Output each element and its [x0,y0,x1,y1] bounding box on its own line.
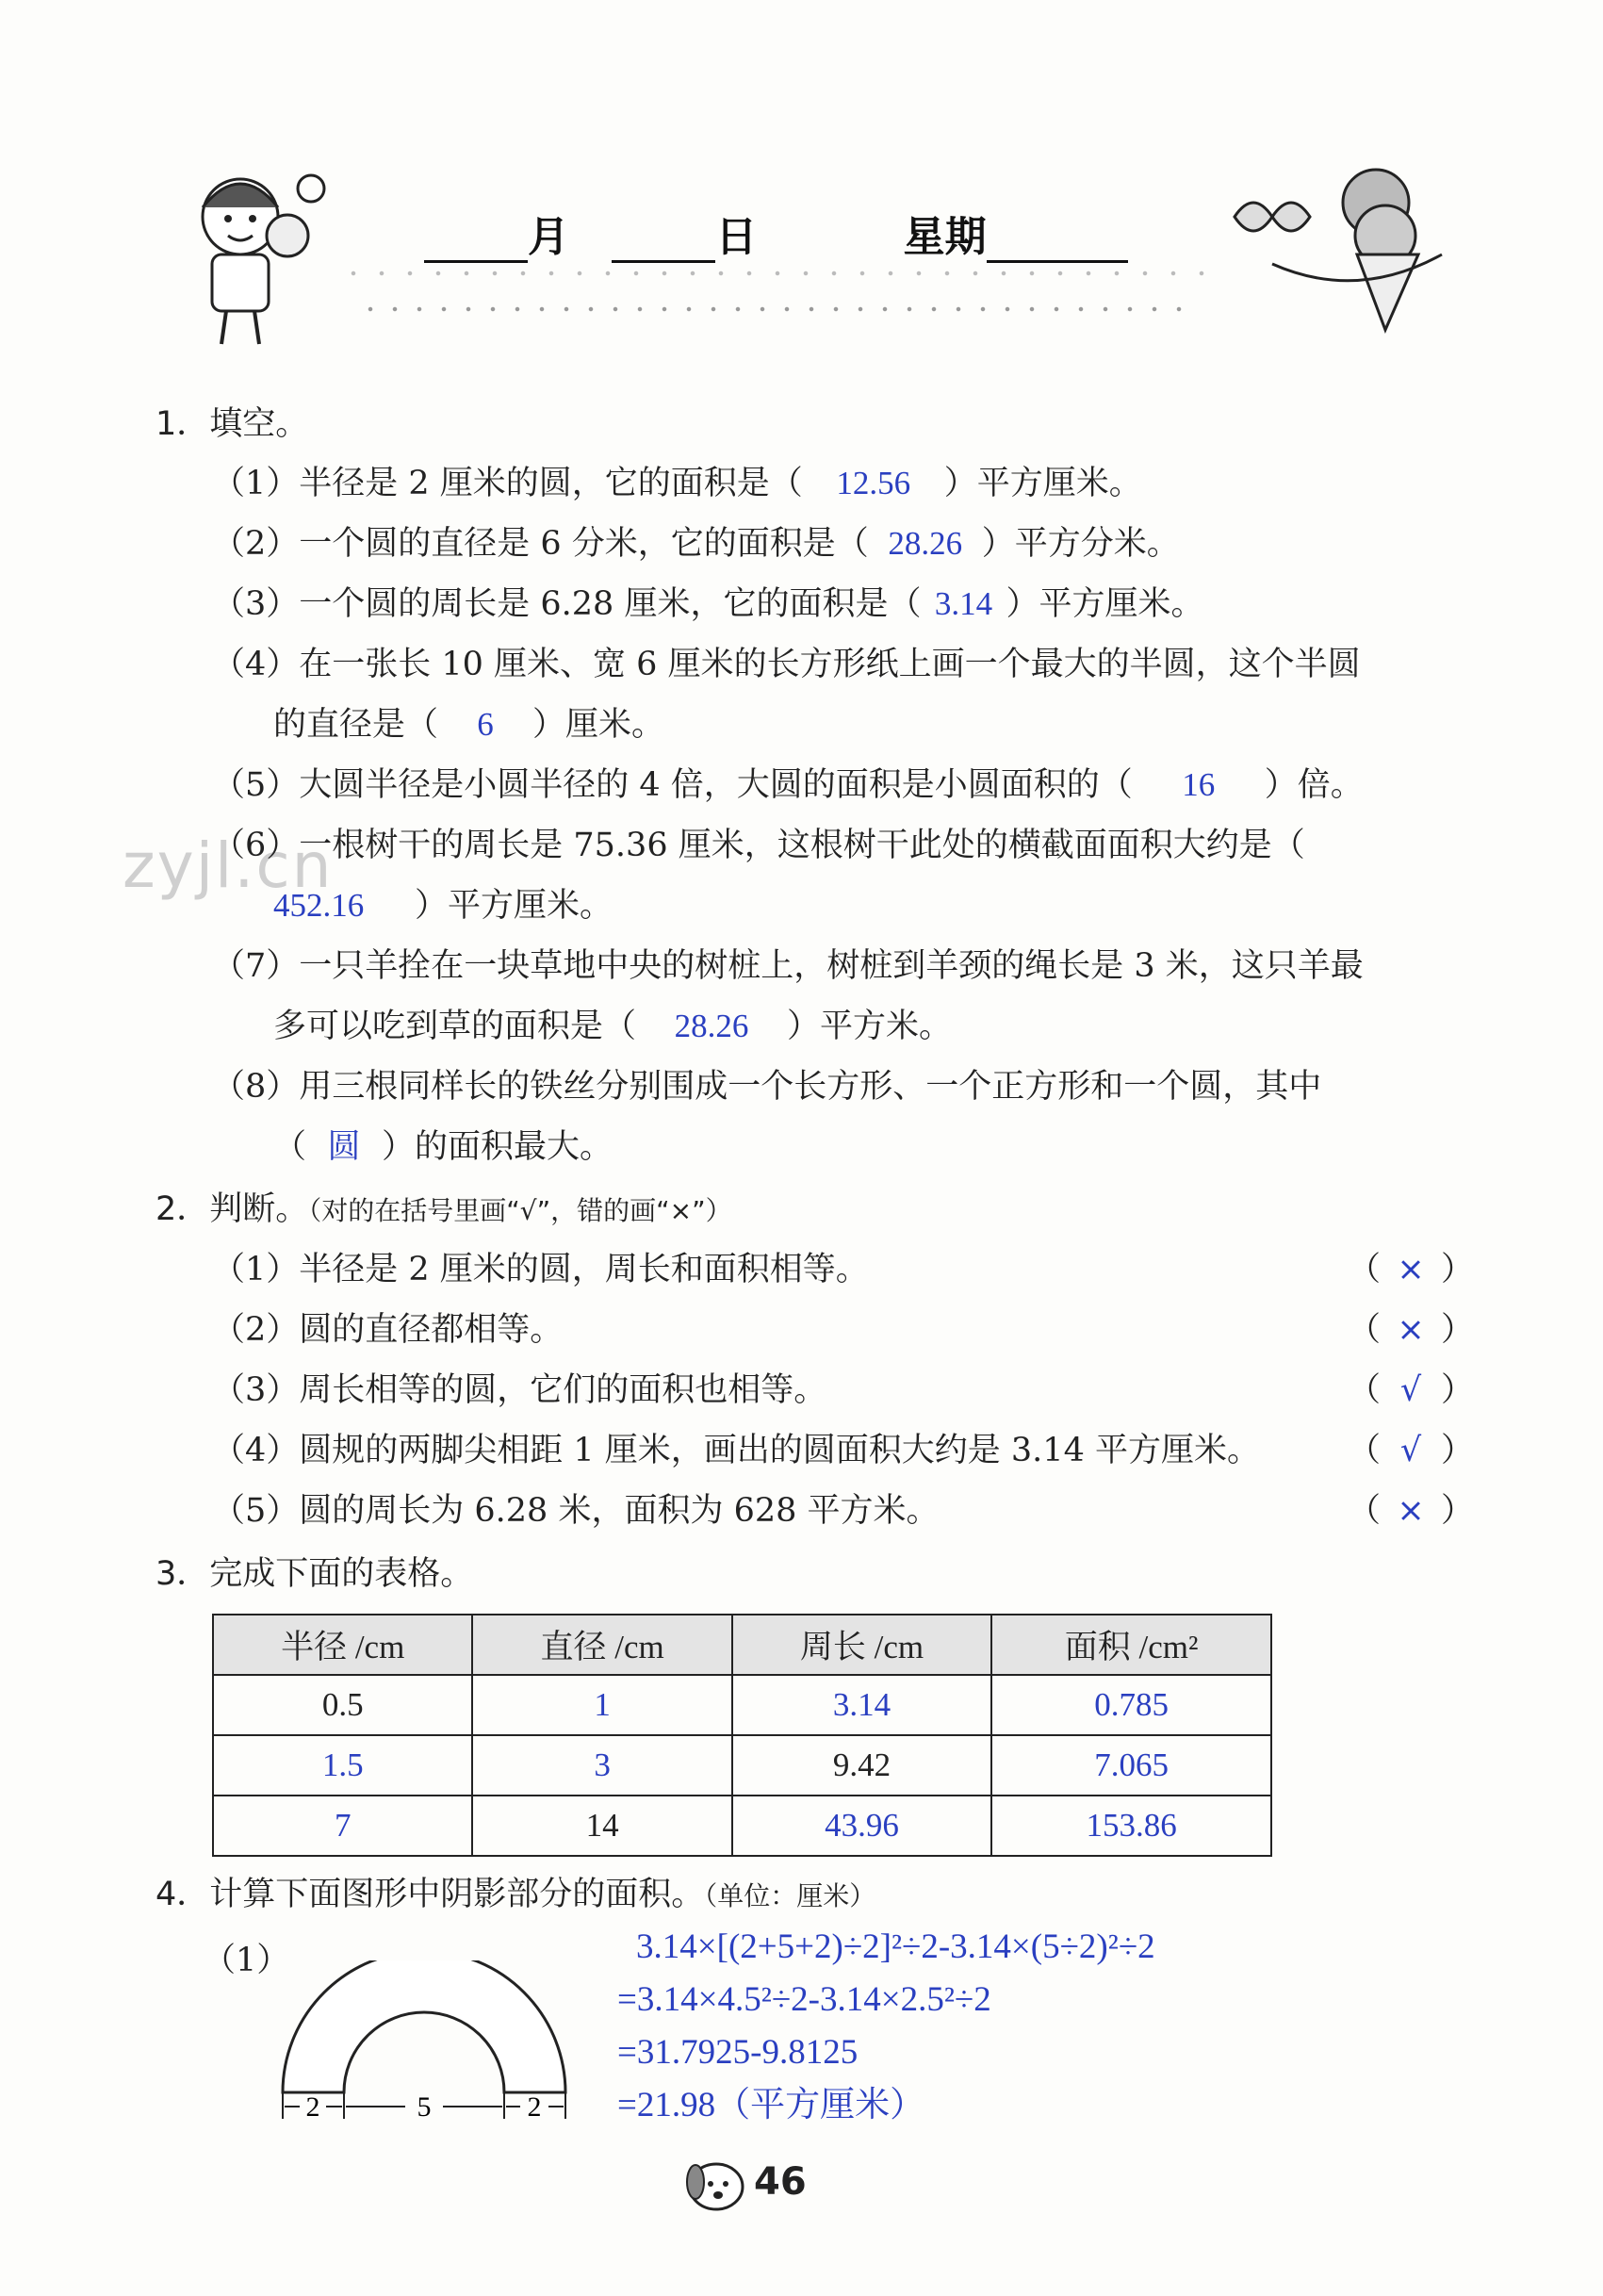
q1-item-8-cont: （ 圆 ）的面积最大。 [273,1123,613,1171]
table-header-row [213,1615,1271,1675]
table-cell-answer: 1.5 [213,1735,472,1796]
label-left-width: 2 [305,2091,320,2121]
q4-sub-label: （1） [203,1942,290,1979]
semi-annulus-figure [264,1960,584,2121]
table-cell-answer: 7.065 [991,1735,1271,1796]
day-label: 日 [715,213,758,261]
table-cell: 14 [472,1796,731,1856]
ice-cream-icon [1216,151,1461,339]
table-row [213,1735,1271,1796]
q4-title: 4．计算下面图形中阴影部分的面积。（单位：厘米） [155,1876,876,1913]
circle-table [212,1614,1272,1857]
q1-item-5: （5）大圆半径是小圆半径的 4 倍，大圆的面积是小圆面积的（ 16 ）倍。 [212,762,1364,809]
answer-5: 16 [1182,766,1216,803]
cartoon-kid-icon [170,160,339,349]
table-row [213,1675,1271,1735]
q1-item-8: （8）用三根同样长的铁丝分别围成一个长方形、一个正方形和一个圆，其中 [212,1068,1322,1106]
q3-title: 3．完成下面的表格。 [155,1555,474,1593]
q1-item-4: （4）在一张长 10 厘米、宽 6 厘米的长方形纸上画一个最大的半圆，这个半圆 [212,646,1361,683]
shaded-region [283,1960,565,2092]
table-cell-answer: 3 [472,1735,731,1796]
table-cell-answer: 43.96 [732,1796,991,1856]
q2-judge-4[interactable]: （ √ ） [1348,1432,1475,1469]
q1-title: 1．填空。 [155,405,309,443]
puppy-icon [679,2154,754,2220]
header-dots [339,264,1225,283]
q1-item-3: （3）一个圆的周长是 6.28 厘米，它的面积是（ 3.14 ）平方厘米。 [212,581,1203,628]
q2-judge-5[interactable]: （ × ） [1348,1492,1475,1530]
calc-line-4: =21.98（平方厘米） [617,2086,925,2124]
header-area: 面积 /cm² [991,1615,1271,1675]
calc-line-3: =31.7925-9.8125 [617,2033,859,2072]
q2-judge-2[interactable]: （ × ） [1348,1311,1475,1349]
q2-item-5: （5）圆的周长为 6.28 米，面积为 628 平方米。 [212,1492,940,1530]
header-circumference: 周长 /cm [732,1615,991,1675]
header-diameter: 直径 /cm [472,1615,731,1675]
label-inner-diameter: 5 [417,2091,432,2121]
q2-note: （对的在括号里画“√”，错的画“×”） [308,1195,732,1226]
q1-item-7: （7）一只羊拴在一块草地中央的树桩上，树桩到羊颈的绳长是 3 米，这只羊最 [212,947,1364,985]
answer-1: 12.56 [836,465,911,501]
answer-6: 452.16 [273,887,365,924]
month-blank[interactable] [424,222,528,263]
table-cell: 0.5 [213,1675,472,1735]
q2-title: 2．判断。（对的在括号里画“√”，错的画“×”） [155,1190,732,1228]
header-dots-lower [358,300,1187,319]
q1-item-2: （2）一个圆的直径是 6 分米，它的面积是（ 28.26 ）平方分米。 [212,520,1180,567]
calc-line-1: 3.14×[(2+5+2)÷2]²÷2-3.14×(5÷2)²÷2 [636,1927,1155,1966]
q1-item-4-cont: 的直径是（ 6 ）厘米。 [273,701,664,748]
page-number: 46 [754,2160,807,2204]
q1-item-6-cont: 452.16 ）平方厘米。 [273,882,613,929]
label-right-width: 2 [527,2091,542,2121]
day-blank[interactable] [612,222,715,263]
q1-item-1: （1）半径是 2 厘米的圆，它的面积是（ 12.56 ）平方厘米。 [212,460,1142,507]
q2-item-2: （2）圆的直径都相等。 [212,1311,564,1349]
table-cell-answer: 153.86 [991,1796,1271,1856]
table-cell-answer: 7 [213,1796,472,1856]
q2-item-3: （3）周长相等的圆，它们的面积也相等。 [212,1371,827,1409]
header-radius: 半径 /cm [213,1615,472,1675]
weekday-blank[interactable] [987,222,1128,263]
calc-line-2: =3.14×4.5²÷2-3.14×2.5²÷2 [617,1980,991,2019]
table-cell-answer: 0.785 [991,1675,1271,1735]
q2-item-4: （4）圆规的两脚尖相距 1 厘米，画出的圆面积大约是 3.14 平方厘米。 [212,1432,1260,1469]
q2-item-1: （1）半径是 2 厘米的圆，周长和面积相等。 [212,1251,869,1288]
q4-note: （单位：厘米） [704,1880,876,1911]
table-cell: 9.42 [732,1735,991,1796]
table-row [213,1796,1271,1856]
answer-4: 6 [477,706,494,743]
answer-2: 28.26 [888,525,963,562]
q2-judge-1[interactable]: （ × ） [1348,1251,1475,1288]
q2-judge-3[interactable]: （ √ ） [1348,1371,1475,1409]
q1-item-6: （6）一根树干的周长是 75.36 厘米，这根树干此处的横截面面积大约是（ [212,827,1305,864]
table-cell-answer: 3.14 [732,1675,991,1735]
answer-3: 3.14 [934,585,993,622]
month-label: 月 [528,213,569,261]
answer-7: 28.26 [674,1008,749,1044]
weekday-label: 星期 [903,213,987,261]
q1-item-7-cont: 多可以吃到草的面积是（ 28.26 ）平方米。 [273,1003,952,1050]
watermark: zyjl.cn [123,829,334,902]
answer-8: 圆 [327,1128,361,1165]
table-cell-answer: 1 [472,1675,731,1735]
